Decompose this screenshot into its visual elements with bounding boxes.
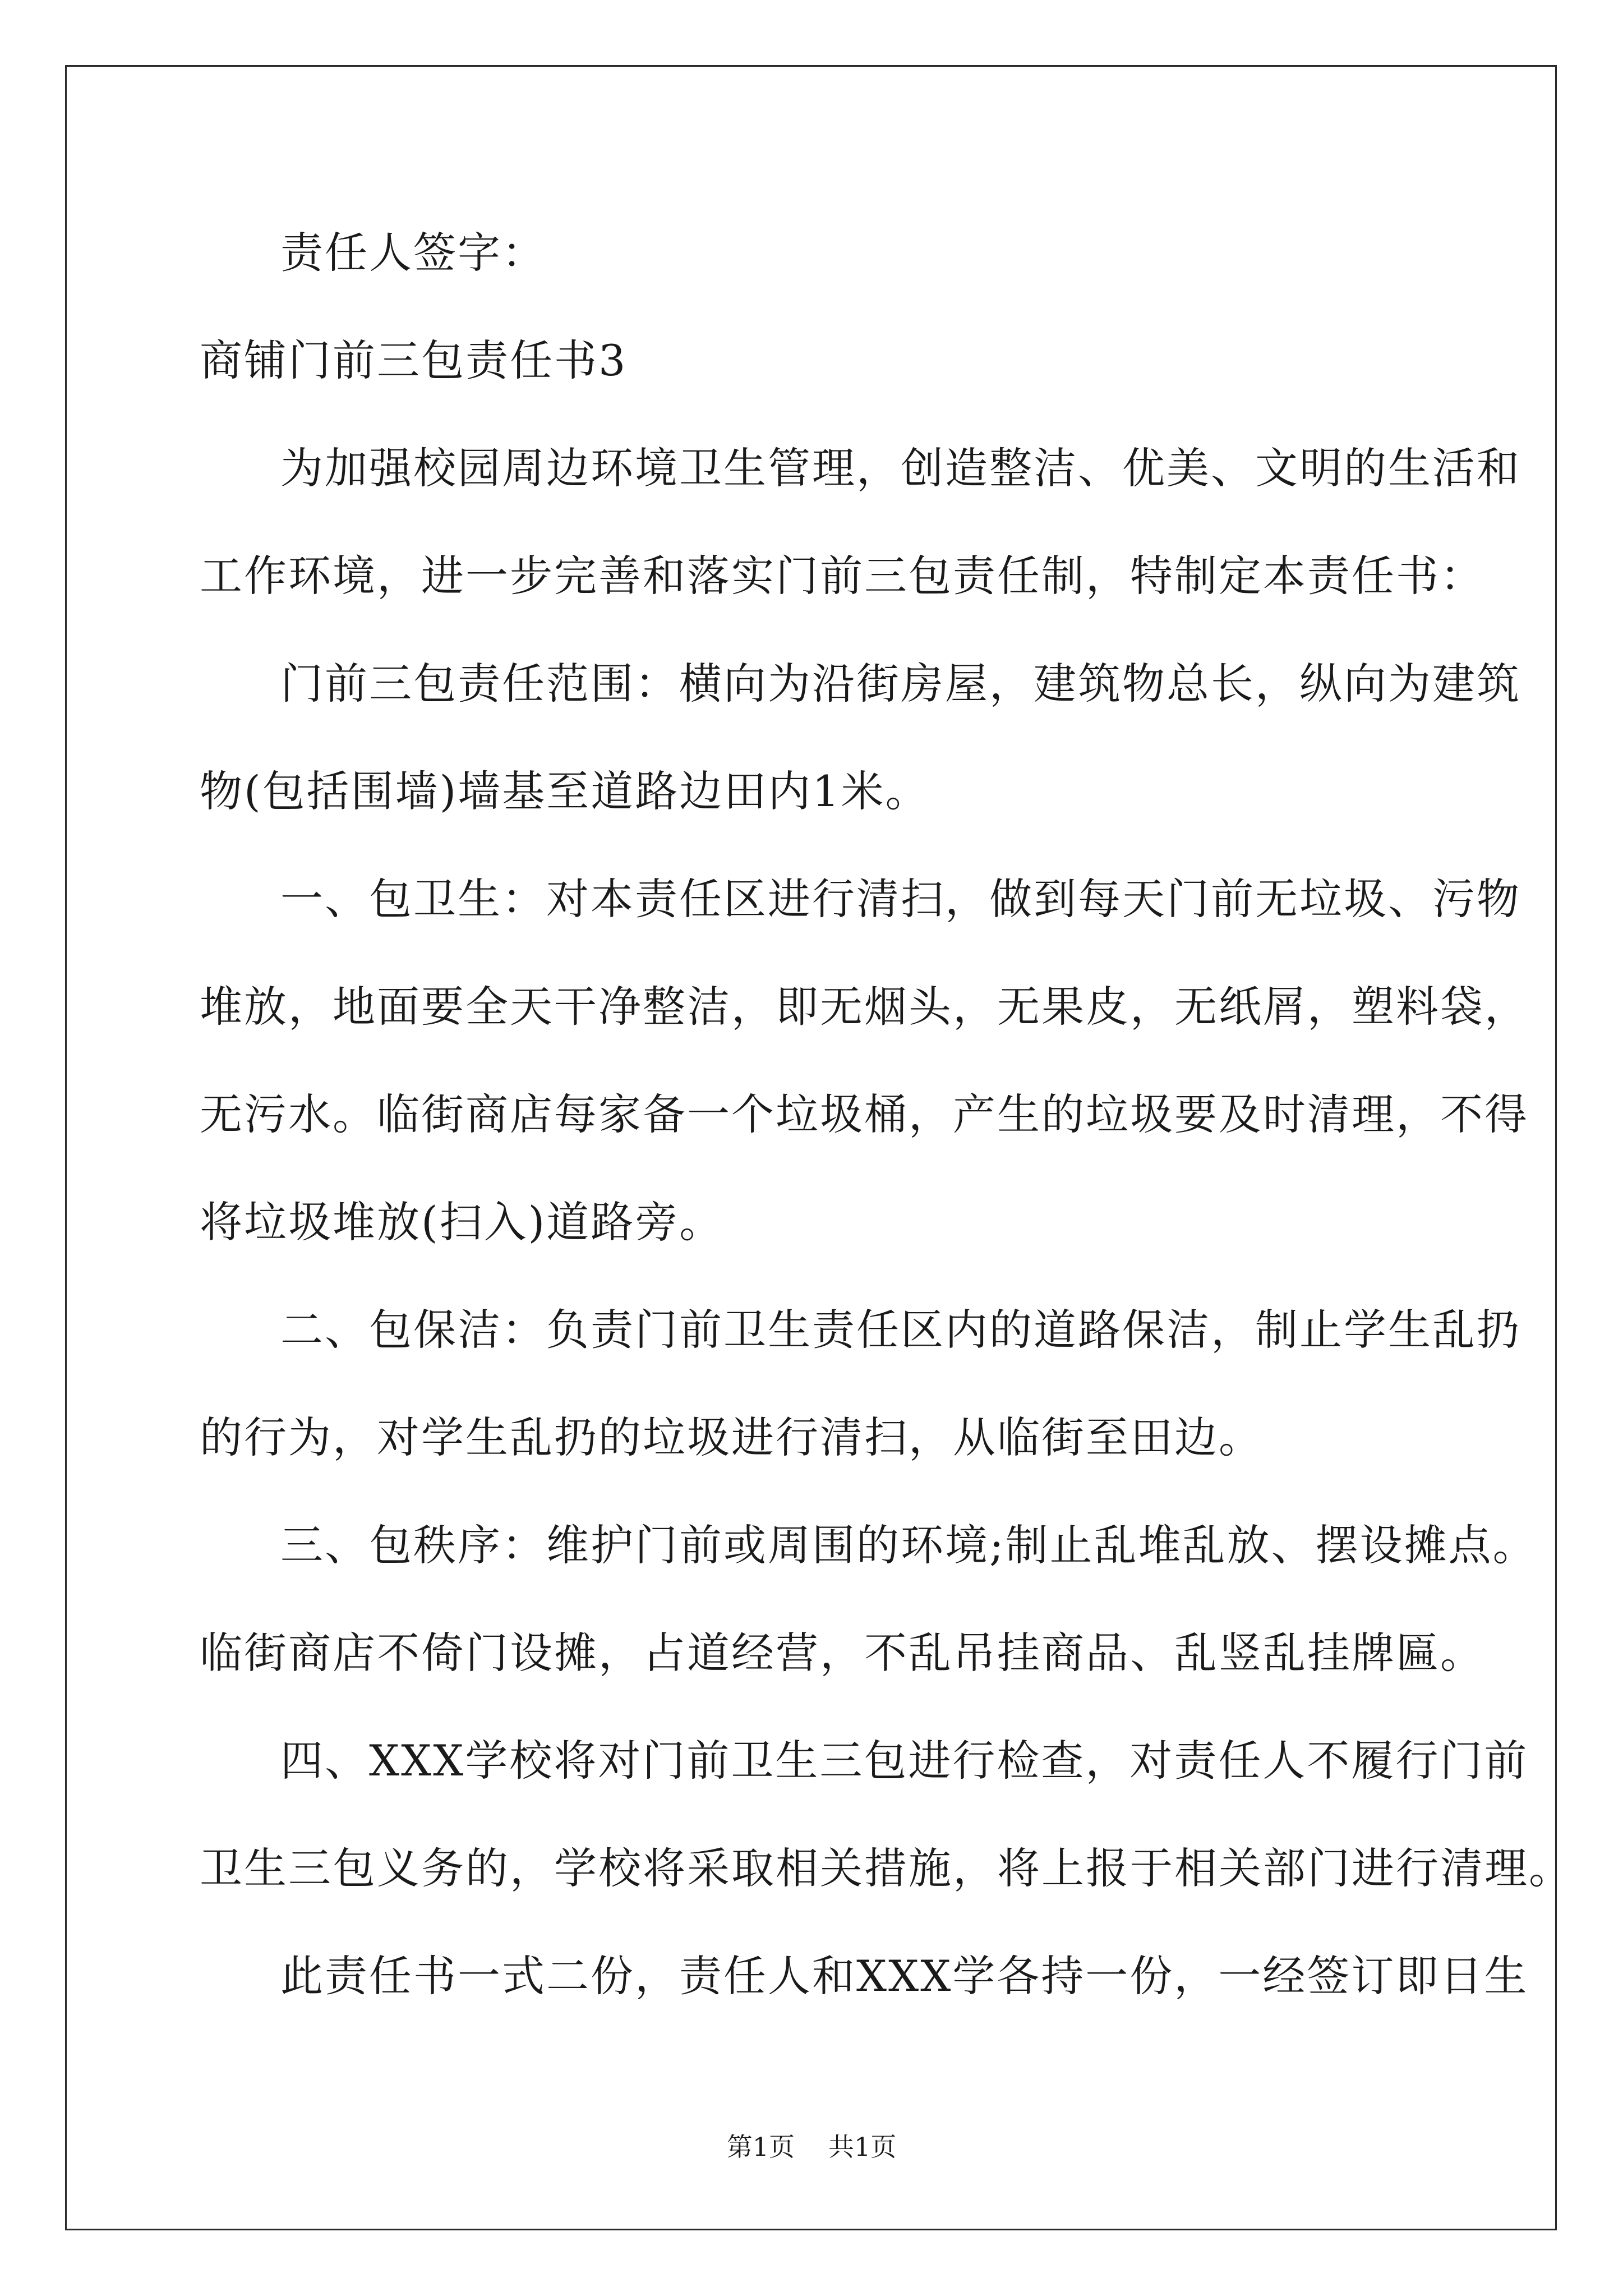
page-total: 共1页 bbox=[828, 2132, 897, 2162]
document-title: 商铺门前三包责任书3 bbox=[200, 335, 628, 385]
signature-line: 责任人签字： bbox=[280, 228, 546, 278]
paragraph-intro-line-1: 为加强校园周边环境卫生管理，创造整洁、优美、文明的生活和 bbox=[280, 443, 1521, 493]
paragraph-intro-line-2: 工作环境，进一步完善和落实门前三包责任制，特制定本责任书： bbox=[200, 551, 1484, 601]
page-border bbox=[65, 65, 1557, 2230]
paragraph-inspection-line-2: 卫生三包义务的，学校将采取相关措施，将上报于相关部门进行清理。 bbox=[200, 1843, 1573, 1893]
paragraph-hygiene-line-3: 无污水。临街商店每家备一个垃圾桶，产生的垃圾要及时清理，不得 bbox=[200, 1089, 1529, 1139]
paragraph-hygiene-line-2: 堆放，地面要全天干净整洁，即无烟头，无果皮，无纸屑，塑料袋， bbox=[200, 982, 1529, 1032]
paragraph-order-line-2: 临街商店不倚门设摊，占道经营，不乱吊挂商品、乱竖乱挂牌匾。 bbox=[200, 1628, 1484, 1678]
paragraph-scope-line-2: 物(包括围墙)墙基至道路边田内1米。 bbox=[200, 766, 930, 816]
page-footer bbox=[0, 2134, 1623, 2160]
paragraph-cleaning-line-2: 的行为，对学生乱扔的垃圾进行清扫，从临街至田边。 bbox=[200, 1412, 1263, 1462]
paragraph-scope-line-1: 门前三包责任范围：横向为沿街房屋，建筑物总长，纵向为建筑 bbox=[280, 659, 1521, 708]
paragraph-cleaning-line-1: 二、包保洁：负责门前卫生责任区内的道路保洁，制止学生乱扔 bbox=[280, 1305, 1521, 1355]
page-number: 第1页 bbox=[726, 2132, 795, 2162]
paragraph-inspection-line-1: 四、XXX学校将对门前卫生三包进行检查，对责任人不履行门前 bbox=[280, 1736, 1529, 1786]
paragraph-copies-line-1: 此责任书一式二份，责任人和XXX学各持一份，一经签订即日生 bbox=[280, 1951, 1529, 2001]
paragraph-order-line-1: 三、包秩序：维护门前或周围的环境;制止乱堆乱放、摆设摊点。 bbox=[280, 1520, 1537, 1570]
paragraph-hygiene-line-1: 一、包卫生：对本责任区进行清扫，做到每天门前无垃圾、污物 bbox=[280, 874, 1521, 924]
paragraph-hygiene-line-4: 将垃圾堆放(扫入)道路旁。 bbox=[200, 1197, 724, 1247]
